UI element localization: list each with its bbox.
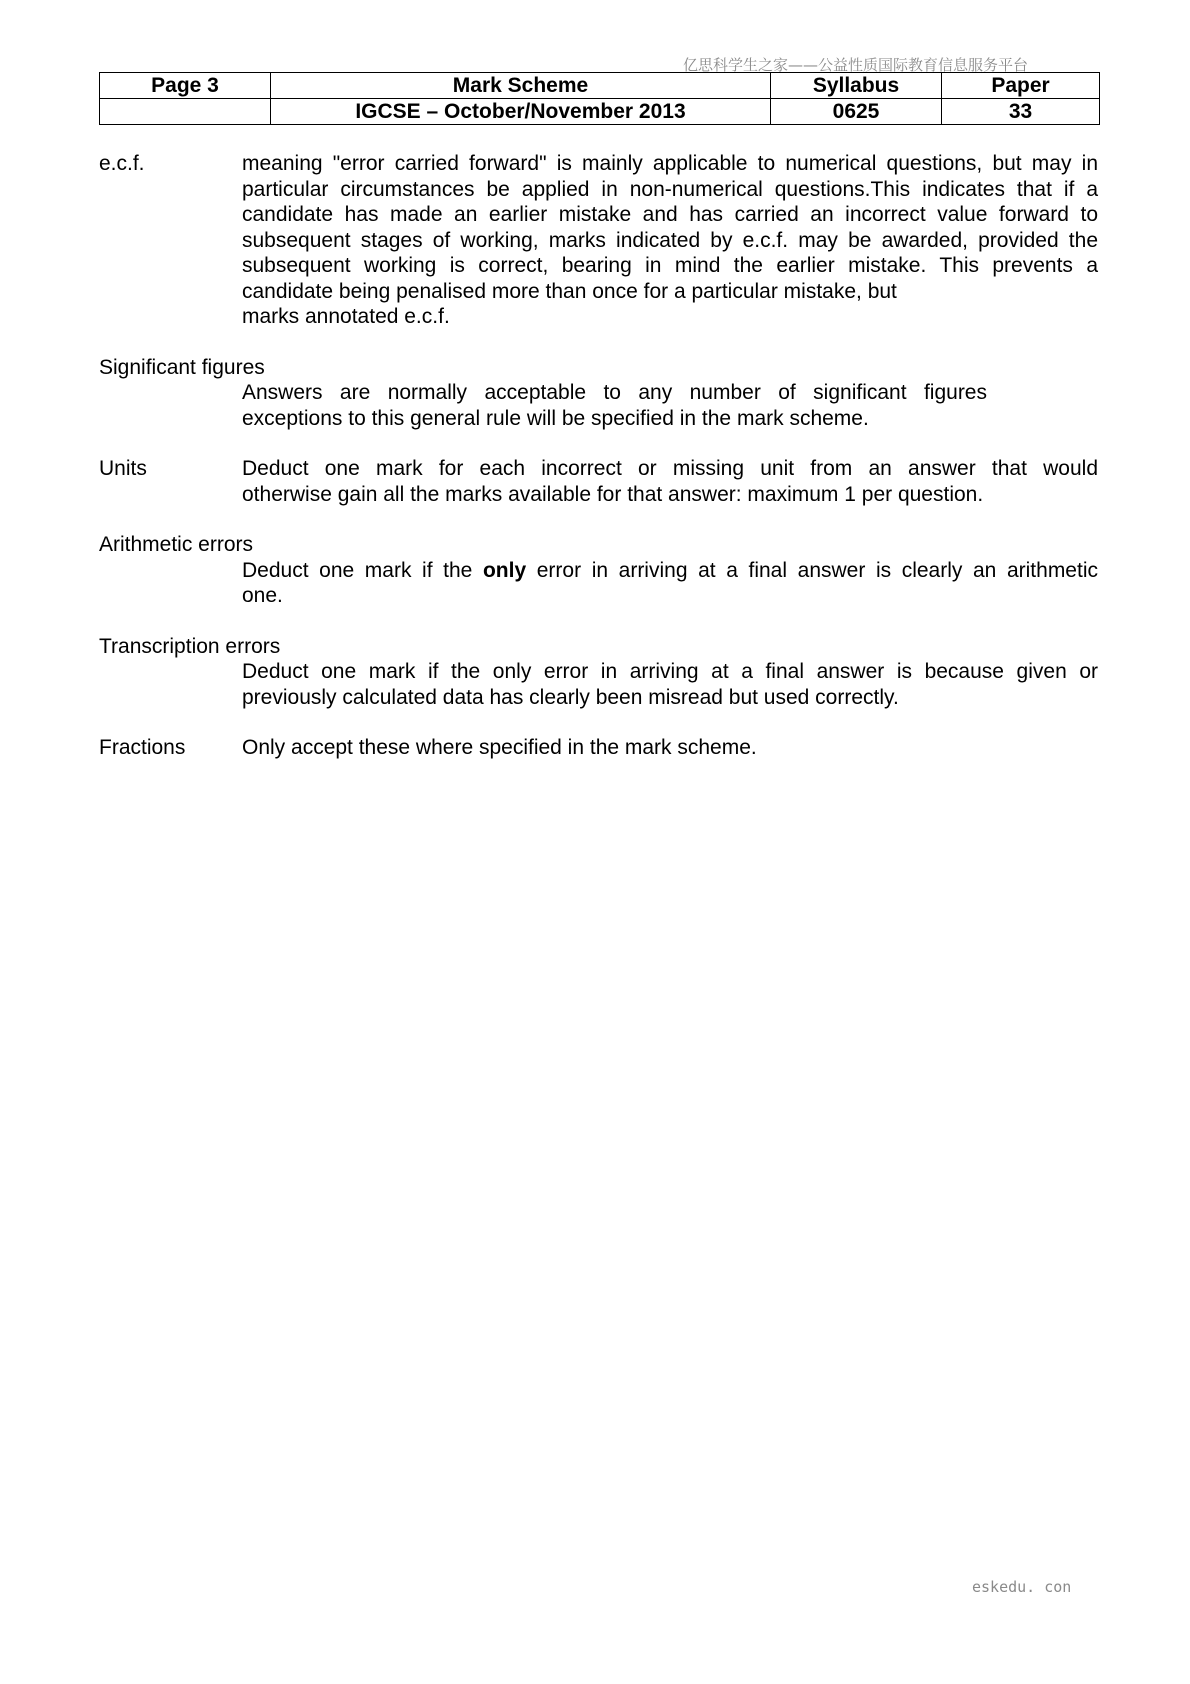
desc-line: otherwise gain all the marks available for that answer: maximum 1 per question. (242, 482, 984, 506)
watermark-top: 亿思科学生之家——公益性质国际教育信息服务平台 (683, 56, 1029, 74)
desc-line (242, 558, 1098, 584)
desc-line: marks annotated e.c.f. (242, 305, 450, 328)
desc-line: subsequent working is correct, bearing in mind the earlier mistake. This prevents a (242, 254, 1098, 277)
desc-text: Deduct one mark if the (242, 558, 483, 582)
term-ecf: e.c.f. (99, 152, 145, 175)
syllabus-code: 0625 (771, 99, 942, 125)
page-number-blank (100, 99, 271, 125)
desc-arithmetic-errors (242, 558, 1098, 609)
desc-line: Deduct one mark for each incorrect or missing unit from an answer that would (242, 457, 1098, 480)
header-row-2 (100, 99, 1100, 125)
term-significant-figures: Significant figures (99, 355, 265, 379)
desc-line: exceptions to this general rule will be specified in the mark scheme. (242, 406, 869, 430)
desc-units (242, 456, 1098, 507)
desc-line: candidate has made an earlier mistake and has carried an incorrect value forward to (242, 203, 1098, 226)
entry-ecf (99, 151, 1098, 330)
exam-session: IGCSE – October/November 2013 (271, 99, 771, 125)
desc-transcription-errors (242, 659, 1098, 710)
term-units: Units (99, 457, 147, 480)
paper-number: 33 (942, 99, 1100, 125)
desc-line: meaning "error carried forward" is mainly applicable to numerical questions, but may in (242, 152, 1098, 175)
entry-significant-figures (99, 355, 1098, 432)
header-row-1 (100, 73, 1100, 99)
desc-line: candidate being penalised more than once for a particular mistake, but (242, 279, 897, 303)
desc-line: subsequent stages of working, marks indicated by e.c.f. may be awarded, provided the (242, 228, 1098, 252)
desc-line: Only accept these where specified in the mark scheme. (242, 736, 757, 759)
document-title: Mark Scheme (271, 73, 771, 99)
desc-fractions (242, 735, 1098, 761)
entry-transcription-errors (99, 634, 1098, 711)
desc-line: Deduct one mark if the only error in arriving at a final answer is because given or (242, 660, 1098, 683)
mark-scheme-notes (99, 151, 1098, 786)
term-fractions: Fractions (99, 736, 186, 759)
desc-significant-figures (242, 380, 1098, 431)
entry-fractions (99, 735, 1098, 761)
term-transcription-errors: Transcription errors (99, 634, 281, 658)
watermark-bottom: eskedu. con (972, 1578, 1072, 1596)
header-table (99, 72, 1100, 125)
term-arithmetic-errors: Arithmetic errors (99, 533, 254, 556)
desc-line: particular circumstances be applied in non-numerical questions.This indicates that if a (242, 177, 1098, 201)
desc-line: one. (242, 584, 283, 607)
entry-arithmetic-errors (99, 532, 1098, 609)
emphasis-only: only (482, 558, 527, 582)
entry-units (99, 456, 1098, 507)
desc-ecf (242, 151, 1098, 330)
syllabus-label: Syllabus (771, 73, 942, 99)
desc-line: previously calculated data has clearly been misread but used correctly. (242, 685, 899, 709)
desc-line: Answers are normally acceptable to any number of significant figures (242, 381, 987, 404)
page-number: Page 3 (100, 73, 271, 99)
desc-text: error in arriving at a final answer is clearly an arithmetic (526, 558, 1098, 582)
paper-label: Paper (942, 73, 1100, 99)
